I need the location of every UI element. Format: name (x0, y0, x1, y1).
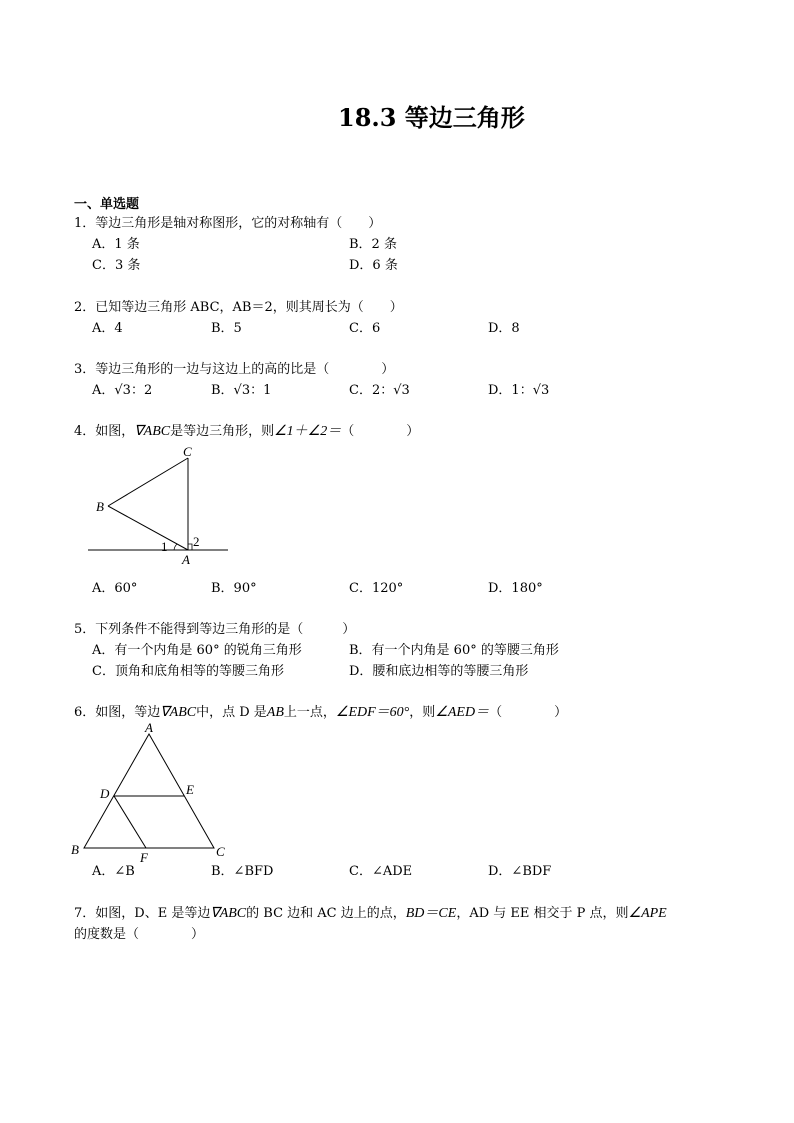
label-a: A (145, 720, 153, 735)
question-6-figure (66, 720, 236, 868)
stem-text: （ ） (489, 705, 568, 720)
label-c: C (216, 844, 225, 859)
angle-ape: ∠APE (628, 906, 667, 921)
label-d: D (100, 786, 110, 801)
stem-text: 上一点， (283, 705, 336, 720)
question-1-stem: 1．等边三角形是轴对称图形，它的对称轴有（ ） (74, 216, 382, 231)
question-6-option-d: D．∠BDF (488, 864, 552, 879)
question-4-option-b: B．90° (211, 581, 257, 596)
label-f: F (140, 850, 148, 865)
question-2-option-c: C．6 (349, 321, 381, 336)
question-6-option-a: A．∠B (92, 864, 135, 879)
question-2-stem: 2．已知等边三角形 ABC，AB＝2，则其周长为（ ） (74, 300, 403, 315)
angle-expression: ∠1＋∠2＝ (274, 424, 342, 439)
question-4-option-c: C．120° (349, 581, 404, 596)
question-1-option-d: D．6 条 (349, 258, 398, 273)
stem-text: 的 BC 边和 AC 边上的点， (246, 906, 406, 921)
label-a: A (182, 552, 190, 567)
question-5-option-d: D．腰和底边相等的等腰三角形 (349, 664, 529, 679)
side-ba (108, 506, 188, 550)
question-6-option-b: B．∠BFD (211, 864, 274, 879)
section-heading: 一、单选题 (74, 197, 140, 212)
stem-text: 7．如图，D、E 是等边 (74, 906, 211, 921)
label-e: E (186, 782, 194, 797)
question-2-option-b: B．5 (211, 321, 242, 336)
question-5-option-b: B．有一个内角是 60° 的等腰三角形 (349, 643, 559, 658)
label-b: B (96, 499, 104, 514)
stem-text: （ ） (341, 424, 420, 439)
question-3-option-a: A．√3：2 (92, 383, 153, 398)
side-bc (108, 458, 188, 506)
question-1-option-c: C．3 条 (92, 258, 141, 273)
question-4-figure (84, 442, 234, 570)
question-5-option-c: C．顶角和底角相等的等腰三角形 (92, 664, 284, 679)
question-3-option-b: B．√3：1 (211, 383, 272, 398)
page-title: 18.3 等边三角形 (338, 103, 525, 132)
angle-2-mark (188, 544, 192, 550)
question-6-option-c: C．∠ADE (349, 864, 413, 879)
stem-text: ，则 (409, 705, 436, 720)
stem-text: 中，点 D 是 (196, 705, 267, 720)
triangle-symbol: ∇ABC (160, 705, 197, 720)
question-4-option-a: A．60° (92, 581, 138, 596)
label-c: C (183, 444, 192, 459)
question-5-stem: 5．下列条件不能得到等边三角形的是（ ） (74, 622, 356, 637)
question-5-option-a: A．有一个内角是 60° 的锐角三角形 (92, 643, 302, 658)
angle-edf: ∠EDF＝60° (335, 705, 410, 720)
angle-1-arc (174, 544, 177, 550)
question-7-stem-line-2: 的度数是（ ） (74, 927, 205, 942)
label-2: 2 (193, 534, 200, 549)
segment-ab: AB (266, 705, 284, 720)
question-3-option-c: C．2：√3 (349, 383, 410, 398)
question-1-option-b: B．2 条 (349, 237, 397, 252)
equation-bd-ce: BD＝CE (405, 906, 457, 921)
stem-text: 4．如图， (74, 424, 135, 439)
question-2-option-d: D．8 (488, 321, 520, 336)
question-1-option-a: A．1 条 (92, 237, 140, 252)
question-7-stem-line-1 (74, 905, 667, 923)
question-4-option-d: D．180° (488, 581, 543, 596)
triangle-symbol: ∇ABC (210, 906, 247, 921)
stem-text: 6．如图，等边 (74, 705, 161, 720)
stem-text: 是等边三角形，则 (170, 424, 275, 439)
triangle-symbol: ∇ABC (134, 424, 171, 439)
label-1: 1 (161, 539, 168, 554)
question-3-option-d: D．1：√3 (488, 383, 550, 398)
label-b: B (71, 842, 79, 857)
question-3-stem: 3．等边三角形的一边与这边上的高的比是（ ） (74, 362, 395, 377)
question-4-stem (74, 423, 419, 441)
segment-df (114, 796, 146, 848)
question-2-option-a: A．4 (92, 321, 123, 336)
stem-text: ，AD 与 EE 相交于 P 点，则 (456, 906, 629, 921)
angle-aed: ∠AED＝ (435, 705, 490, 720)
